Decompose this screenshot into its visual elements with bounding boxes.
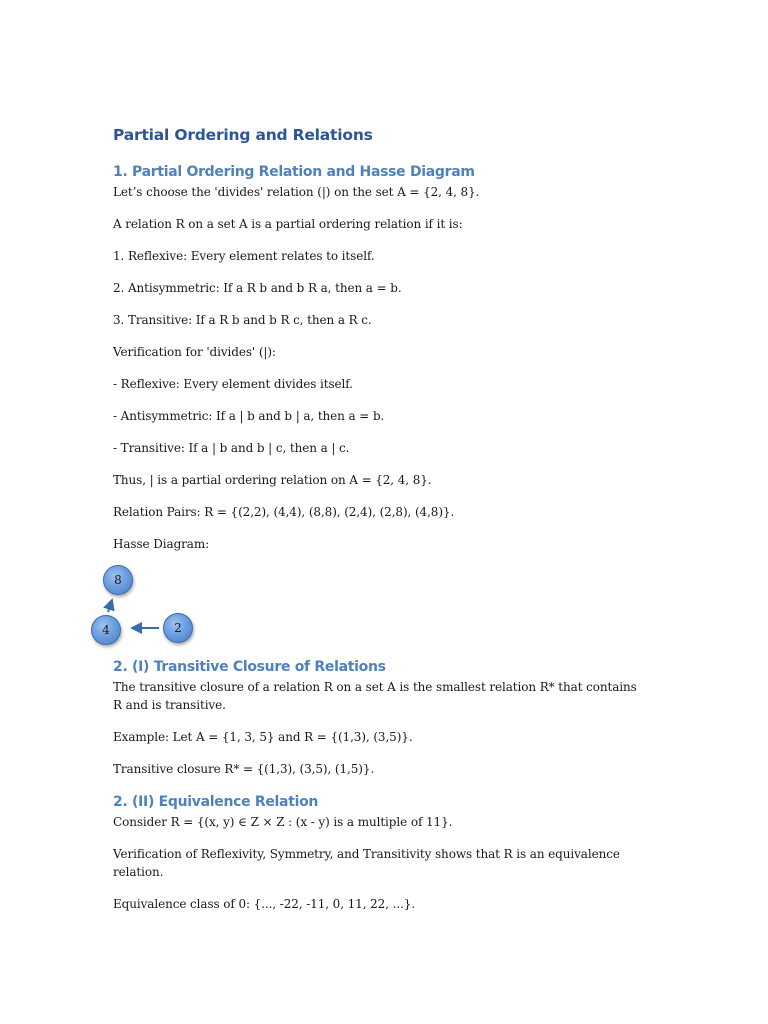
- section-2-heading: 2. (I) Transitive Closure of Relations: [113, 659, 386, 675]
- paragraph: Transitive closure R* = {(1,3), (3,5), (1,5)}.: [113, 762, 375, 776]
- document-title: Partial Ordering and Relations: [113, 126, 373, 144]
- edge-4-to-8: [108, 600, 112, 612]
- paragraph: 1. Reflexive: Every element relates to itself.: [113, 249, 375, 263]
- paragraph: Equivalence class of 0: {..., -22, -11, 0, 11, 22, ...}.: [113, 897, 416, 911]
- section-1-heading: 1. Partial Ordering Relation and Hasse Diagram: [113, 164, 475, 180]
- paragraph: Verification for 'divides' (|):: [113, 345, 276, 359]
- paragraph: Consider R = {(x, y) ∈ Z × Z : (x - y) is a multiple of 11}.: [113, 815, 453, 829]
- paragraph: 2. Antisymmetric: If a R b and b R a, then a = b.: [113, 281, 402, 295]
- paragraph: 3. Transitive: If a R b and b R c, then a R c.: [113, 313, 372, 327]
- paragraph: A relation R on a set A is a partial ordering relation if it is:: [113, 217, 463, 231]
- paragraph: The transitive closure of a relation R on a set A is the smallest relation R* that contains R and is transitive.: [113, 680, 637, 712]
- hasse-node-4: 4: [91, 615, 121, 645]
- hasse-node-8: 8: [103, 565, 133, 595]
- paragraph: - Transitive: If a | b and b | c, then a | c.: [113, 441, 350, 455]
- paragraph: Hasse Diagram:: [113, 537, 210, 551]
- hasse-node-2: 2: [163, 613, 193, 643]
- document-body: [102, 124, 643, 927]
- paragraph: Thus, | is a partial ordering relation on A = {2, 4, 8}.: [113, 473, 432, 487]
- section-3-heading: 2. (II) Equivalence Relation: [113, 794, 319, 810]
- paragraph: - Reflexive: Every element divides itself.: [113, 377, 353, 391]
- paragraph: - Antisymmetric: If a | b and b | a, then a = b.: [113, 409, 385, 423]
- paragraph: Example: Let A = {1, 3, 5} and R = {(1,3), (3,5)}.: [113, 730, 413, 744]
- paragraph: Let’s choose the 'divides' relation (|) on the set A = {2, 4, 8}.: [113, 185, 480, 199]
- paragraph: Verification of Reflexivity, Symmetry, and Transitivity shows that R is an equivalence relation.: [113, 847, 620, 879]
- paragraph: Relation Pairs: R = {(2,2), (4,4), (8,8), (2,4), (2,8), (4,8)}.: [113, 505, 455, 519]
- hasse-diagram: [101, 555, 301, 651]
- hasse-edges: [101, 555, 301, 651]
